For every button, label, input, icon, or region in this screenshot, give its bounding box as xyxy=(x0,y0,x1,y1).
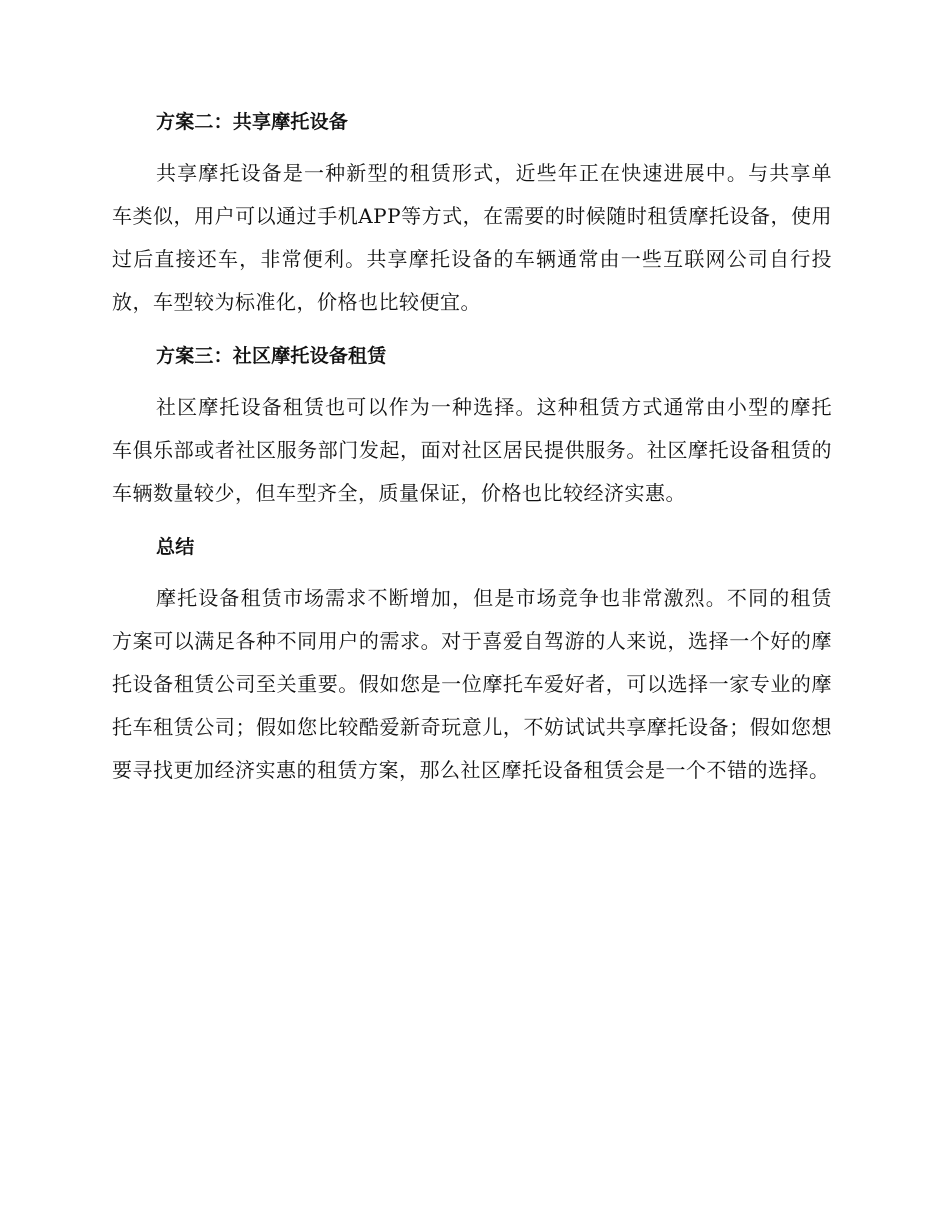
section-community-rental xyxy=(112,342,832,515)
section-summary xyxy=(112,533,832,792)
section-heading: 总结 xyxy=(156,536,195,558)
section-paragraph: 社区摩托设备租赁也可以作为一种选择。这种租赁方式通常由小型的摩托车俱乐部或者社区服务部门发起，面对社区居民提供服务。社区摩托设备租赁的车辆数量较少，但车型齐全，质量保证，价格也比较经济实惠。 xyxy=(112,395,832,505)
section-paragraph: 共享摩托设备是一种新型的租赁形式，近些年正在快速进展中。与共享单车类似，用户可以通过手机APP等方式，在需要的时候随时租赁摩托设备，使用过后直接还车，非常便利。共享摩托设备的车辆通常由一些互联网公司自行投放，车型较为标准化，价格也比较便宜。 xyxy=(112,161,832,314)
section-paragraph: 摩托设备租赁市场需求不断增加，但是市场竞争也非常激烈。不同的租赁方案可以满足各种不同用户的需求。对于喜爱自驾游的人来说，选择一个好的摩托设备租赁公司至关重要。假如您是一位摩托车爱好者，可以选择一家专业的摩托车租赁公司；假如您比较酷爱新奇玩意儿，不妨试试共享摩托设备；假如您想要寻找更加经济实惠的租赁方案，那么社区摩托设备租赁会是一个不错的选择。 xyxy=(112,586,832,782)
section-shared-motorcycle xyxy=(112,108,832,324)
section-heading: 方案二：共享摩托设备 xyxy=(156,111,349,133)
section-heading: 方案三：社区摩托设备租赁 xyxy=(156,345,387,367)
document-page xyxy=(112,108,832,810)
